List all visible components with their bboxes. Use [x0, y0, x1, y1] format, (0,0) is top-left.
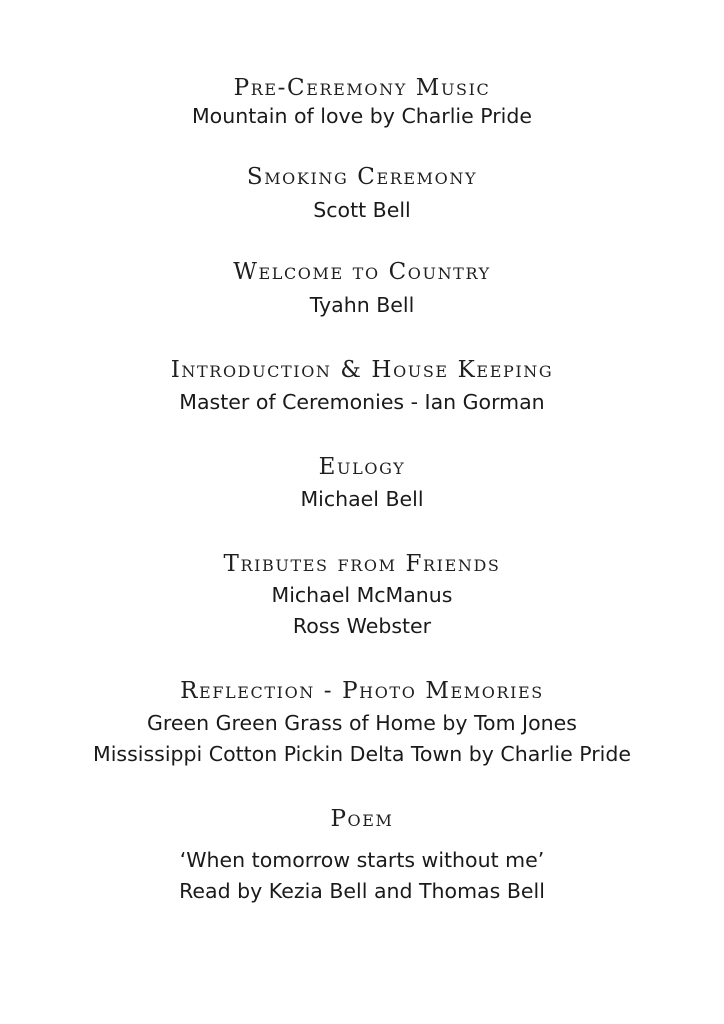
section-line: Read by Kezia Bell and Thomas Bell [179, 879, 545, 903]
section-heading-welcome-to-country: Welcome to Country [233, 259, 491, 285]
section-line: Scott Bell [313, 198, 411, 222]
section-heading-smoking-ceremony: Smoking Ceremony [246, 164, 478, 190]
section-line: Michael Bell [300, 487, 424, 511]
section-line: Master of Ceremonies - Ian Gorman [179, 390, 545, 414]
section-line: Mountain of love by Charlie Pride [191, 104, 533, 128]
section-line: Green Green Grass of Home by Tom Jones [147, 711, 577, 735]
section-heading-eulogy: Eulogy [318, 454, 406, 480]
section-line: Ross Webster [292, 614, 432, 638]
section-line: Tyahn Bell [309, 293, 415, 317]
section-heading-reflection-photo-memories: Reflection - Photo Memories [180, 678, 544, 704]
section-line: Michael McManus [271, 583, 453, 607]
section-heading-introduction-house-keeping: Introduction & House Keeping [170, 357, 554, 383]
section-heading-pre-ceremony-music: Pre-Ceremony Music [233, 75, 491, 101]
section-heading-tributes-from-friends: Tributes from Friends [223, 551, 501, 577]
section-line: ‘When tomorrow starts without me’ [179, 848, 545, 872]
section-heading-poem: Poem [330, 806, 394, 832]
section-line: Mississippi Cotton Pickin Delta Town by Charlie Pride [93, 742, 631, 766]
